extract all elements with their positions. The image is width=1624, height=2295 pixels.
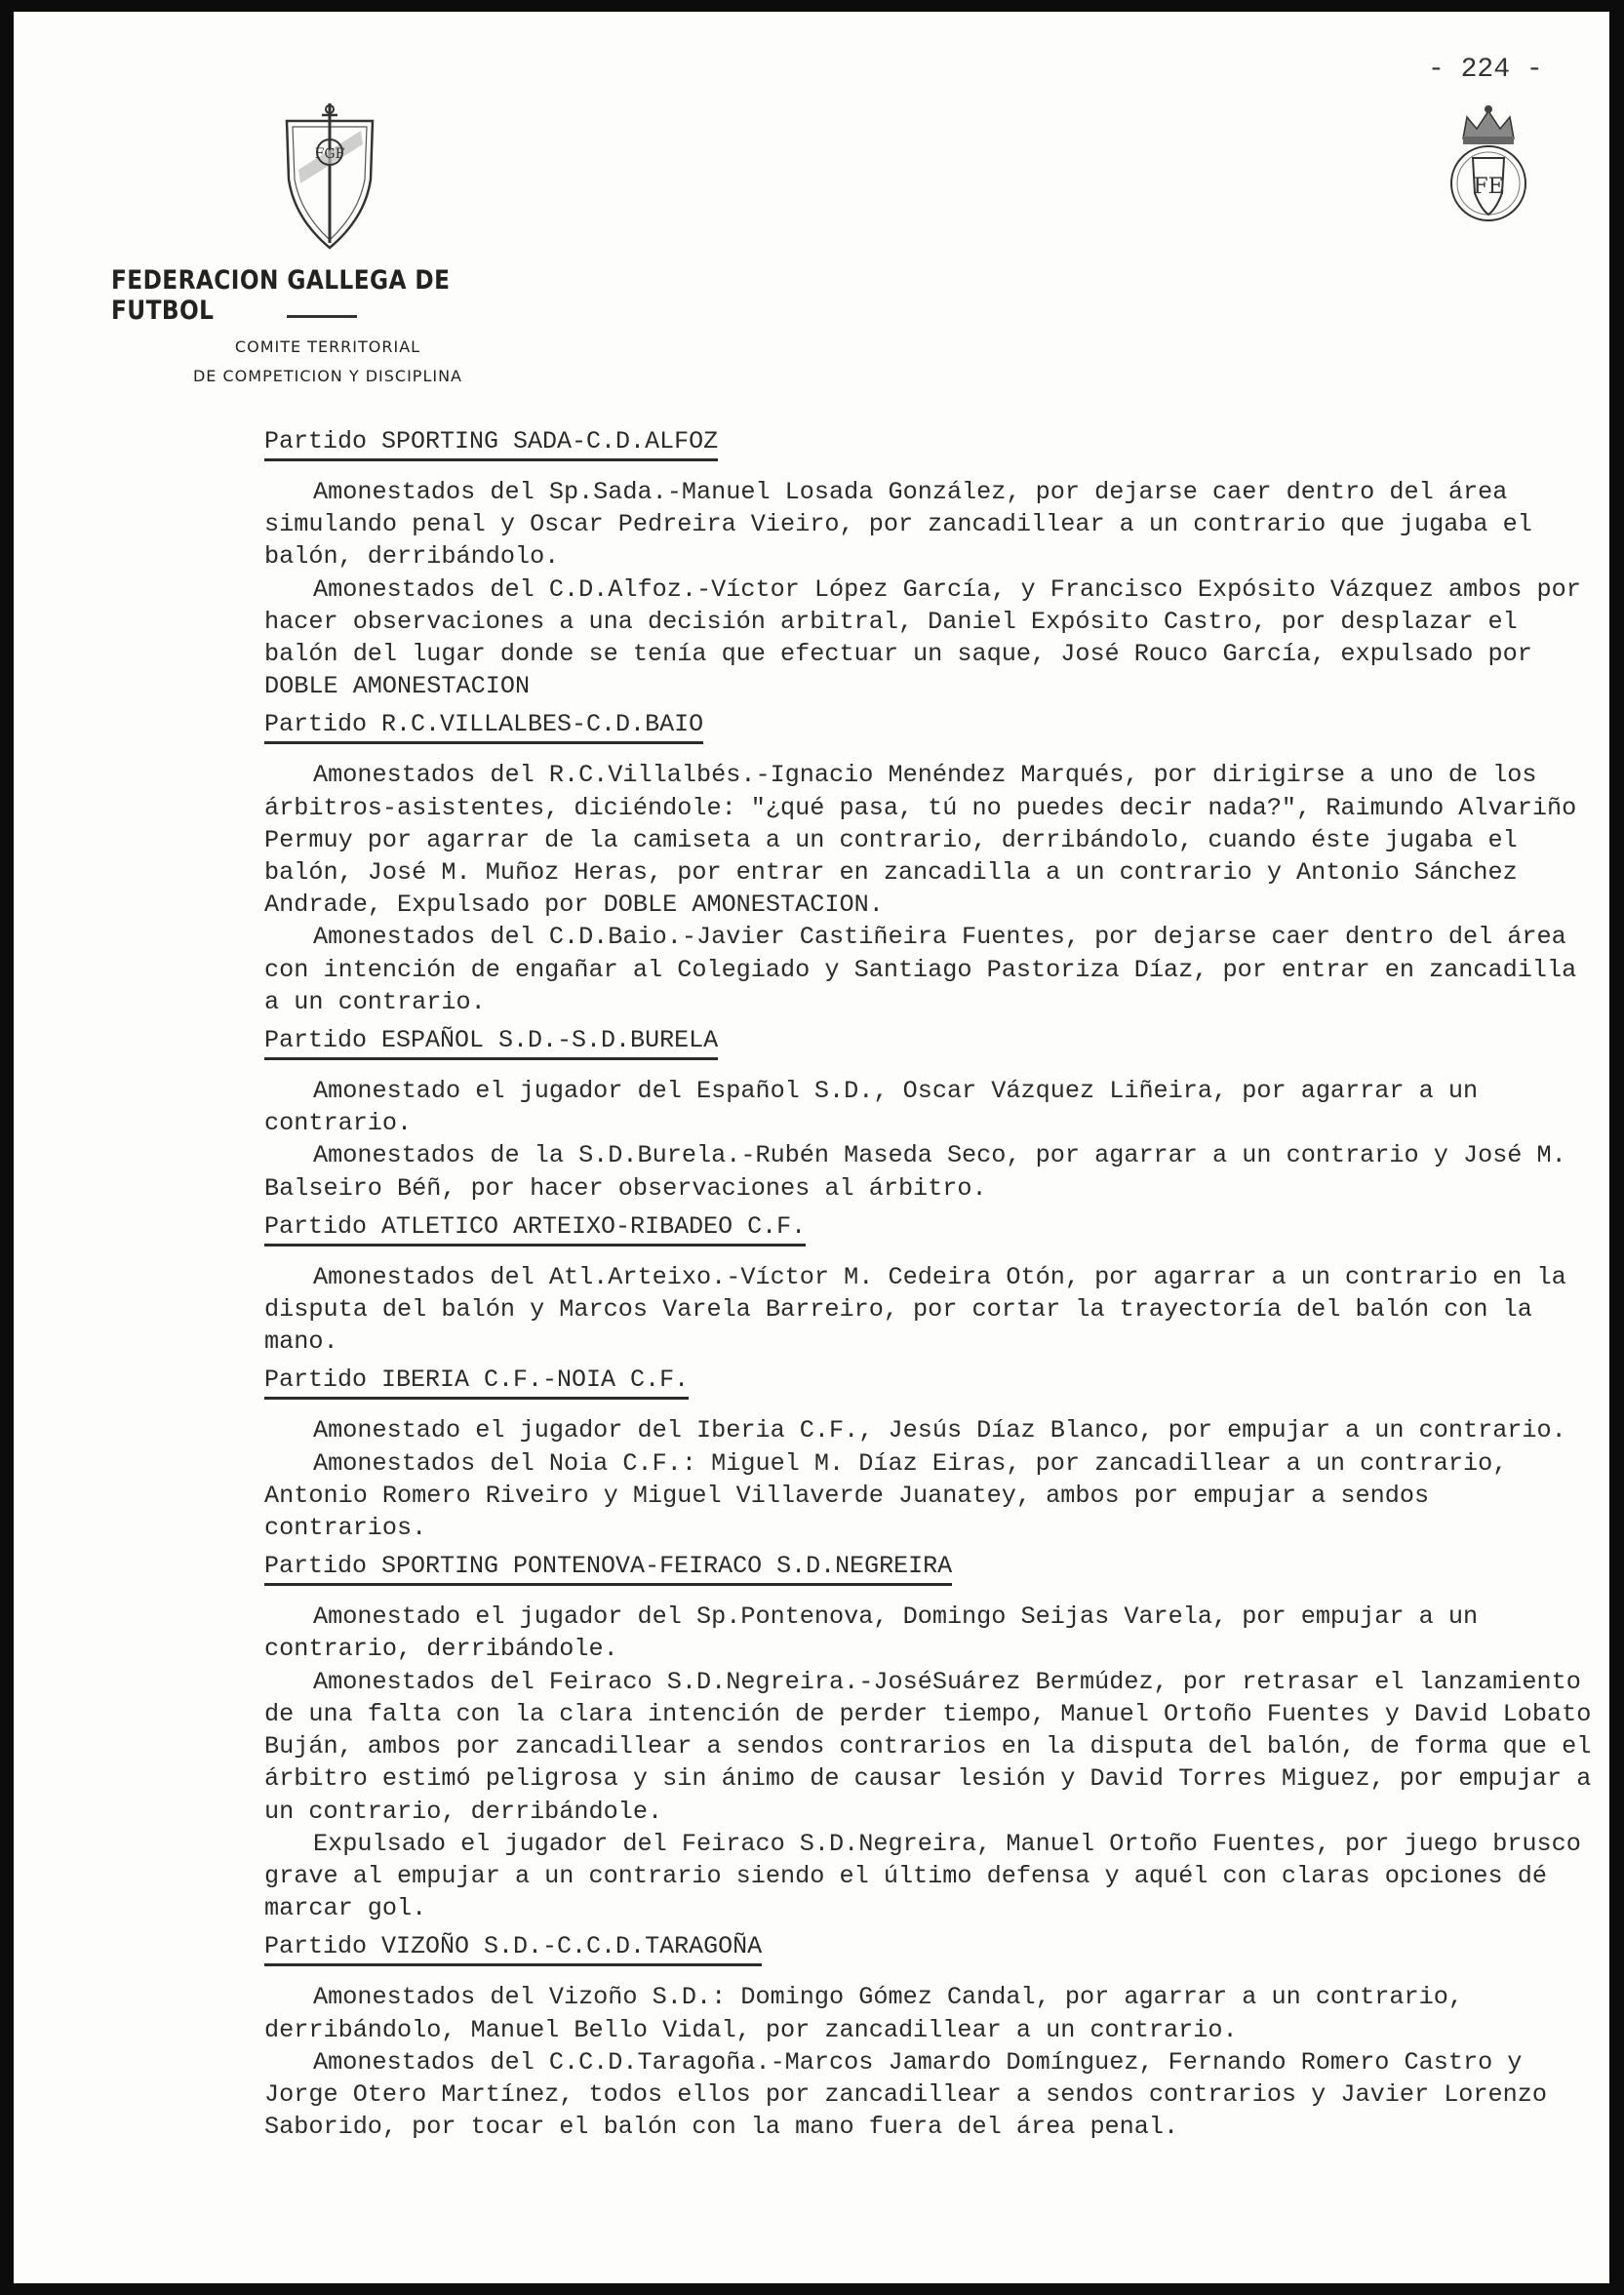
document-page [14,12,1609,2283]
match-paragraph: Amonestados del C.D.Baio.-Javier Castiñeira Fuentes, por dejarse caer dentro del área con intención de engañar al Colegiado y Santiago Pastoriza Díaz, por entrar en zancadilla a un contrario. [264,923,1577,1016]
match-title: Partido ATLETICO ARTEIXO-RIBADEO C.F. [264,1210,806,1246]
match-section [264,708,1605,1024]
match-title: Partido VIZOÑO S.D.-C.C.D.TARAGOÑA [264,1930,762,1966]
match-paragraph: Amonestados del C.D.Alfoz.-Víctor López García, y Francisco Expósito Vázquez ambos por hacer observaciones a una decisión arbitral, Daniel Expósito Castro, por desplazar el balón del lugar donde se tenía que efectuar un saque, José Rouco García, expulsado por DOBLE AMONESTACION [264,574,1581,701]
match-section [264,1550,1605,1930]
svg-text:FE: FE [1473,175,1504,199]
page-number: - 224 - [1428,55,1543,85]
committee-name-line2: DE COMPETICION Y DISCIPLINA [192,367,462,385]
match-paragraph: Amonestado el jugador del Sp.Pontenova, Domingo Seijas Varela, por empujar a un contrario, derribándole. [264,1603,1479,1664]
match-paragraph: Amonestados del Feiraco S.D.Negreira.-JoséSuárez Bermúdez, por retrasar el lanzamiento de una falta con la clara intención de perder tiempo, Manuel Ortoño Fuentes y David Lobato Buján, ambos por zancadillear a sendos contrarios en la disputa del balón, de forma que el árbitro estimó peligrosa y sin ánimo de causar lesión y David Torres Miguez, por empujar a un contrario, derribándole. [264,1667,1592,1826]
match-title: Partido SPORTING SADA-C.D.ALFOZ [264,425,718,461]
match-paragraph: Amonestados del R.C.Villalbés.-Ignacio Menéndez Marqués, por dirigirse a uno de los árbitros-asistentes, diciéndole: "¿qué pasa, tú no puedes decir nada?", Raimundo Alvariño Permuy por agarrar de la camiseta a un contrario, derribándolo, cuando éste jugaba el balón, José M. Muñoz Heras, por entrar en zancadilla a un contrario y Antonio Sánchez Andrade, Expulsado por DOBLE AMONESTACION. [264,761,1577,920]
match-title: Partido IBERIA C.F.-NOIA C.F. [264,1364,689,1400]
match-paragraph: Amonestados del Atl.Arteixo.-Víctor M. Cedeira Otón, por agarrar a un contrario en la disputa del balón y Marcos Varela Barreiro, por cortar la trayectoría del balón con la mano. [264,1262,1566,1357]
crowned-crest-icon [1442,99,1535,228]
match-section [264,1024,1605,1210]
match-title: Partido SPORTING PONTENOVA-FEIRACO S.D.NEGREIRA [264,1550,952,1586]
match-section [264,1210,1605,1365]
match-paragraph: Amonestados de la S.D.Burela.-Rubén Maseda Seco, por agarrar a un contrario y José M. Balseiro Béñ, por hacer observaciones al árbitro. [264,1141,1566,1203]
match-paragraph: Amonestados del C.C.D.Taragoña.-Marcos Jamardo Domínguez, Fernando Romero Castro y Jorge Otero Martínez, todos ellos por zancadillear a sendos contrarios y Javier Lorenzo Saborido, por tocar el balón con la mano fuera del área penal. [264,2047,1548,2142]
match-paragraph: Amonestado el jugador del Iberia C.F., Jesús Díaz Blanco, por empujar a un contrario. [313,1416,1566,1445]
committee-name-line1: COMITE TERRITORIAL [234,337,421,356]
organization-name: FEDERACION GALLEGA DE FUTBOL [111,265,451,326]
match-title: Partido R.C.VILLALBES-C.D.BAIO [264,708,703,744]
match-section [264,425,1605,708]
match-section [264,1364,1605,1550]
match-title: Partido ESPAÑOL S.D.-S.D.BURELA [264,1024,718,1060]
match-paragraph: Amonestados del Noia C.F.: Miguel M. Díaz Eiras, por zancadillear a un contrario, Antonio Romero Riveiro y Miguel Villaverde Juanatey, ambos por empujar a sendos contrarios. [264,1448,1508,1543]
federation-shield-icon [283,101,376,252]
disciplinary-report [264,425,1605,2143]
match-paragraph: Expulsado el jugador del Feiraco S.D.Negreira, Manuel Ortoño Fuentes, por juego brusco grave al empujar a un contrario siendo el último defensa y aquél con claras opciones dé marcar gol. [264,1829,1581,1923]
match-paragraph: Amonestado el jugador del Español S.D., Oscar Vázquez Liñeira, por agarrar a un contrario. [264,1077,1479,1138]
match-paragraph: Amonestados del Sp.Sada.-Manuel Losada González, por dejarse caer dentro del área simulando penal y Oscar Pedreira Vieiro, por zancadillear a un contrario que jugaba el balón, derribándolo. [264,478,1532,572]
match-paragraph: Amonestados del Vizoño S.D.: Domingo Gómez Candal, por agarrar a un contrario, derribándolo, Manuel Bello Vidal, por zancadillear a un contrario. [264,1983,1463,2044]
match-section [264,1930,1605,2143]
svg-text:FGF: FGF [314,146,345,162]
header-divider [287,315,357,318]
